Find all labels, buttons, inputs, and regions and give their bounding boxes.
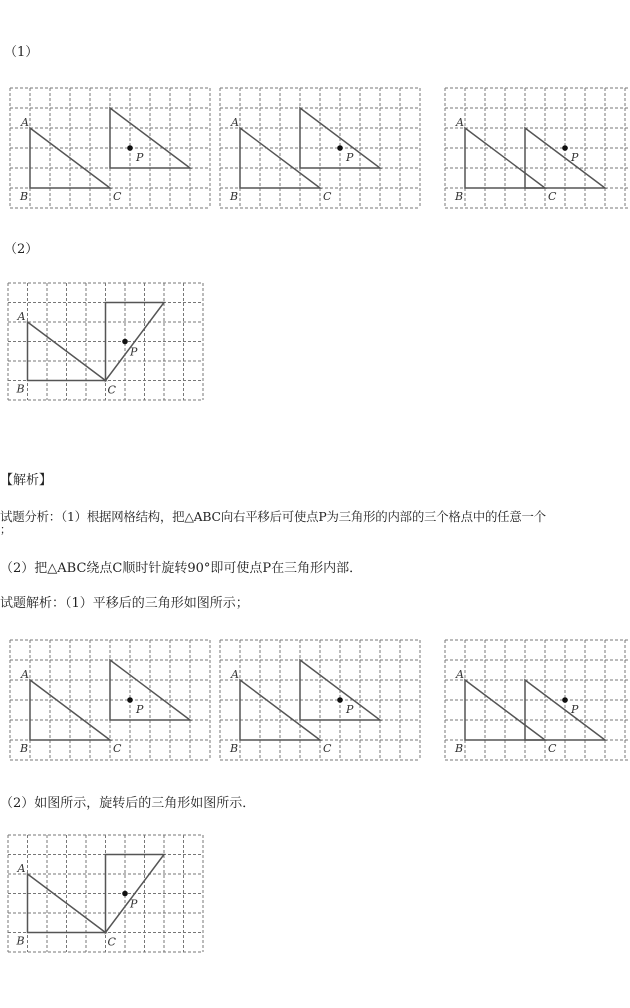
vertex-label-a: A — [17, 310, 26, 323]
vertex-label-a: A — [231, 116, 239, 129]
translation-figure-2 — [220, 88, 420, 208]
grid — [445, 640, 630, 760]
vertex-label-b: B — [20, 742, 29, 755]
translation-figure-1 — [10, 88, 210, 208]
analysis-line-2: （2）把△ABC绕点C顺时针旋转90°即可使点P在三角形内部． — [0, 561, 363, 576]
grid — [220, 640, 420, 760]
point-p — [127, 145, 133, 151]
vertex-label-a: A — [456, 668, 464, 681]
rotation-figure-2 — [8, 835, 203, 952]
point-p — [562, 145, 568, 151]
vertex-label-c: C — [323, 190, 332, 203]
translation-figure-3 — [445, 88, 630, 208]
vertex-label-p: P — [571, 703, 579, 716]
point-p — [337, 145, 343, 151]
vertex-label-c: C — [113, 190, 122, 203]
vertex-label-b: B — [16, 934, 25, 948]
analysis-line-1: 试题分析：（1）根据网格结构，把△ABC向右平移后可使点P为三角形的内部的三个格点中的任意一个 — [0, 509, 546, 524]
vertex-label-a: A — [21, 668, 29, 681]
vertex-label-p: P — [346, 151, 354, 164]
point-p — [337, 697, 343, 703]
vertex-label-a: A — [17, 862, 26, 875]
point-p — [562, 697, 568, 703]
vertex-label-b: B — [230, 190, 239, 203]
vertex-label-p: P — [136, 151, 144, 164]
vertex-label-p: P — [130, 345, 138, 359]
analysis-heading: 【解析】 — [0, 473, 53, 488]
vertex-label-p: P — [346, 703, 354, 716]
vertex-label-c: C — [107, 383, 116, 397]
part2-label: （2） — [4, 242, 39, 257]
vertex-label-b: B — [455, 190, 464, 203]
grid — [220, 88, 420, 208]
solution-translation-figure-3 — [445, 640, 630, 760]
analysis-line-4: （2）如图所示，旋转后的三角形如图所示． — [0, 796, 256, 811]
vertex-label-a: A — [21, 116, 29, 129]
point-p — [122, 339, 128, 345]
vertex-label-b: B — [455, 742, 464, 755]
vertex-label-p: P — [136, 703, 144, 716]
vertex-label-b: B — [230, 742, 239, 755]
solution-translation-figure-1 — [10, 640, 210, 760]
vertex-label-b: B — [20, 190, 29, 203]
vertex-label-c: C — [548, 742, 557, 755]
vertex-label-c: C — [323, 742, 332, 755]
vertex-label-a: A — [231, 668, 239, 681]
vertex-label-c: C — [107, 935, 116, 949]
vertex-label-p: P — [571, 151, 579, 164]
point-p — [127, 697, 133, 703]
vertex-label-c: C — [113, 742, 122, 755]
point-p — [122, 891, 128, 897]
analysis-line-3: 试题解析：（1）平移后的三角形如图所示； — [0, 596, 249, 611]
vertex-label-b: B — [16, 382, 25, 396]
grid — [445, 88, 630, 208]
part1-label: （1） — [4, 45, 39, 60]
vertex-label-p: P — [130, 897, 138, 911]
rotation-figure-1 — [8, 283, 203, 400]
analysis-line-1-end: ； — [0, 523, 11, 536]
solution-translation-figure-2 — [220, 640, 420, 760]
vertex-label-c: C — [548, 190, 557, 203]
vertex-label-a: A — [456, 116, 464, 129]
